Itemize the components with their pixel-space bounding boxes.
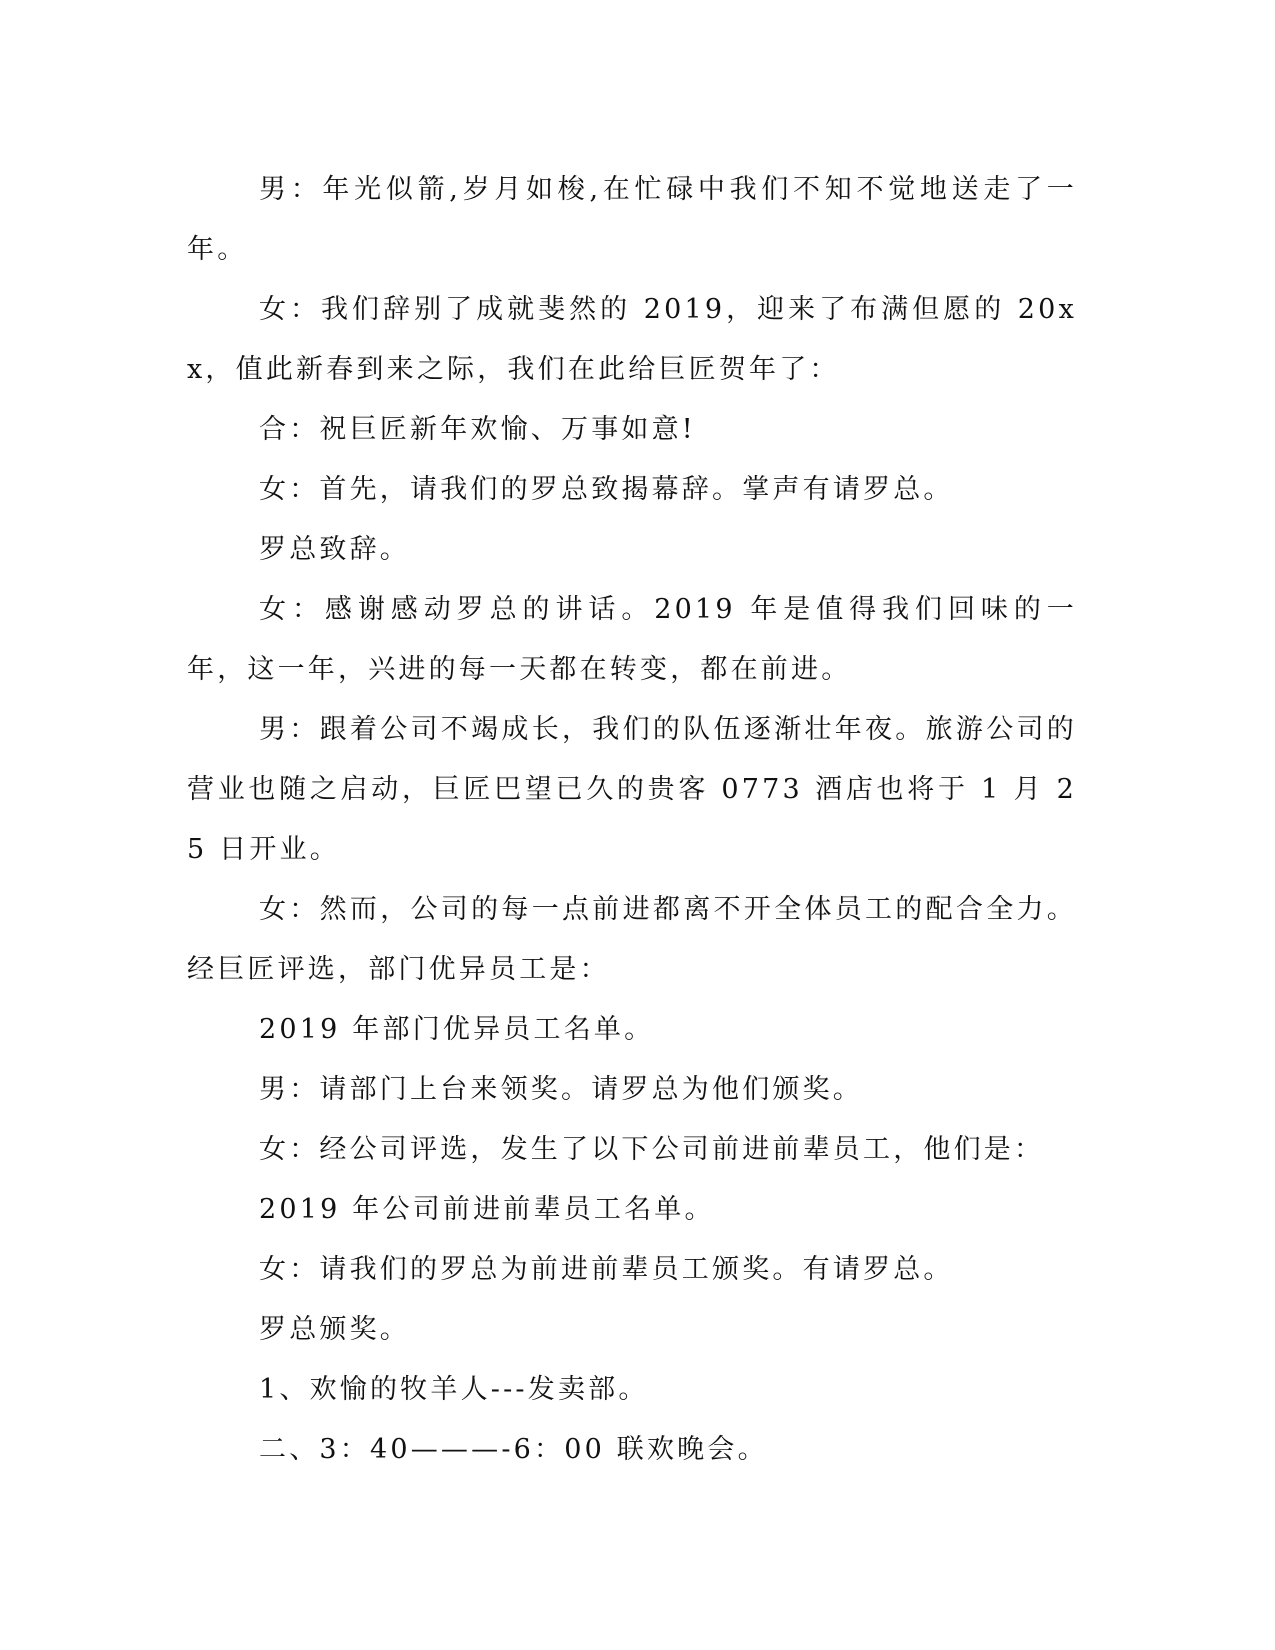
paragraph: 合：祝巨匠新年欢愉、万事如意! — [259, 414, 696, 445]
paragraph: 女：经公司评选，发生了以下公司前进前辈员工，他们是： — [259, 1134, 1045, 1165]
paragraph: 1、欢愉的牧羊人---发卖部。 — [259, 1374, 649, 1405]
paragraph: 罗总颁奖。 — [259, 1314, 410, 1345]
paragraph: 女：然而，公司的每一点前进都离不开全体员工的配合全力。经巨匠评选，部门优异员工是： — [187, 894, 1077, 985]
paragraph: 男：年光似箭,岁月如梭,在忙碌中我们不知不觉地送走了一年。 — [187, 174, 1077, 265]
paragraph: 2019 年部门优异员工名单。 — [259, 1014, 655, 1045]
paragraph: 女：请我们的罗总为前进前辈员工颁奖。有请罗总。 — [259, 1254, 954, 1285]
paragraph: 2019 年公司前进前辈员工名单。 — [259, 1194, 715, 1225]
paragraph: 男：请部门上台来领奖。请罗总为他们颁奖。 — [259, 1074, 863, 1105]
paragraph: 女：感谢感动罗总的讲话。2019 年是值得我们回味的一年，这一年，兴进的每一天都在转变，都在前进。 — [187, 594, 1077, 685]
paragraph: 女：我们辞别了成就斐然的 2019，迎来了布满但愿的 20xx，值此新春到来之际，我们在此给巨匠贺年了： — [187, 294, 1077, 385]
paragraph: 罗总致辞。 — [259, 534, 410, 565]
document-body — [187, 160, 1077, 1480]
paragraph: 二、3：40———-6：00 联欢晚会。 — [259, 1434, 768, 1465]
paragraph: 男：跟着公司不竭成长，我们的队伍逐渐壮年夜。旅游公司的营业也随之启动，巨匠巴望已久的贵客 0773 酒店也将于 1 月 25 日开业。 — [187, 714, 1077, 865]
paragraph: 女：首先，请我们的罗总致揭幕辞。掌声有请罗总。 — [259, 474, 954, 505]
